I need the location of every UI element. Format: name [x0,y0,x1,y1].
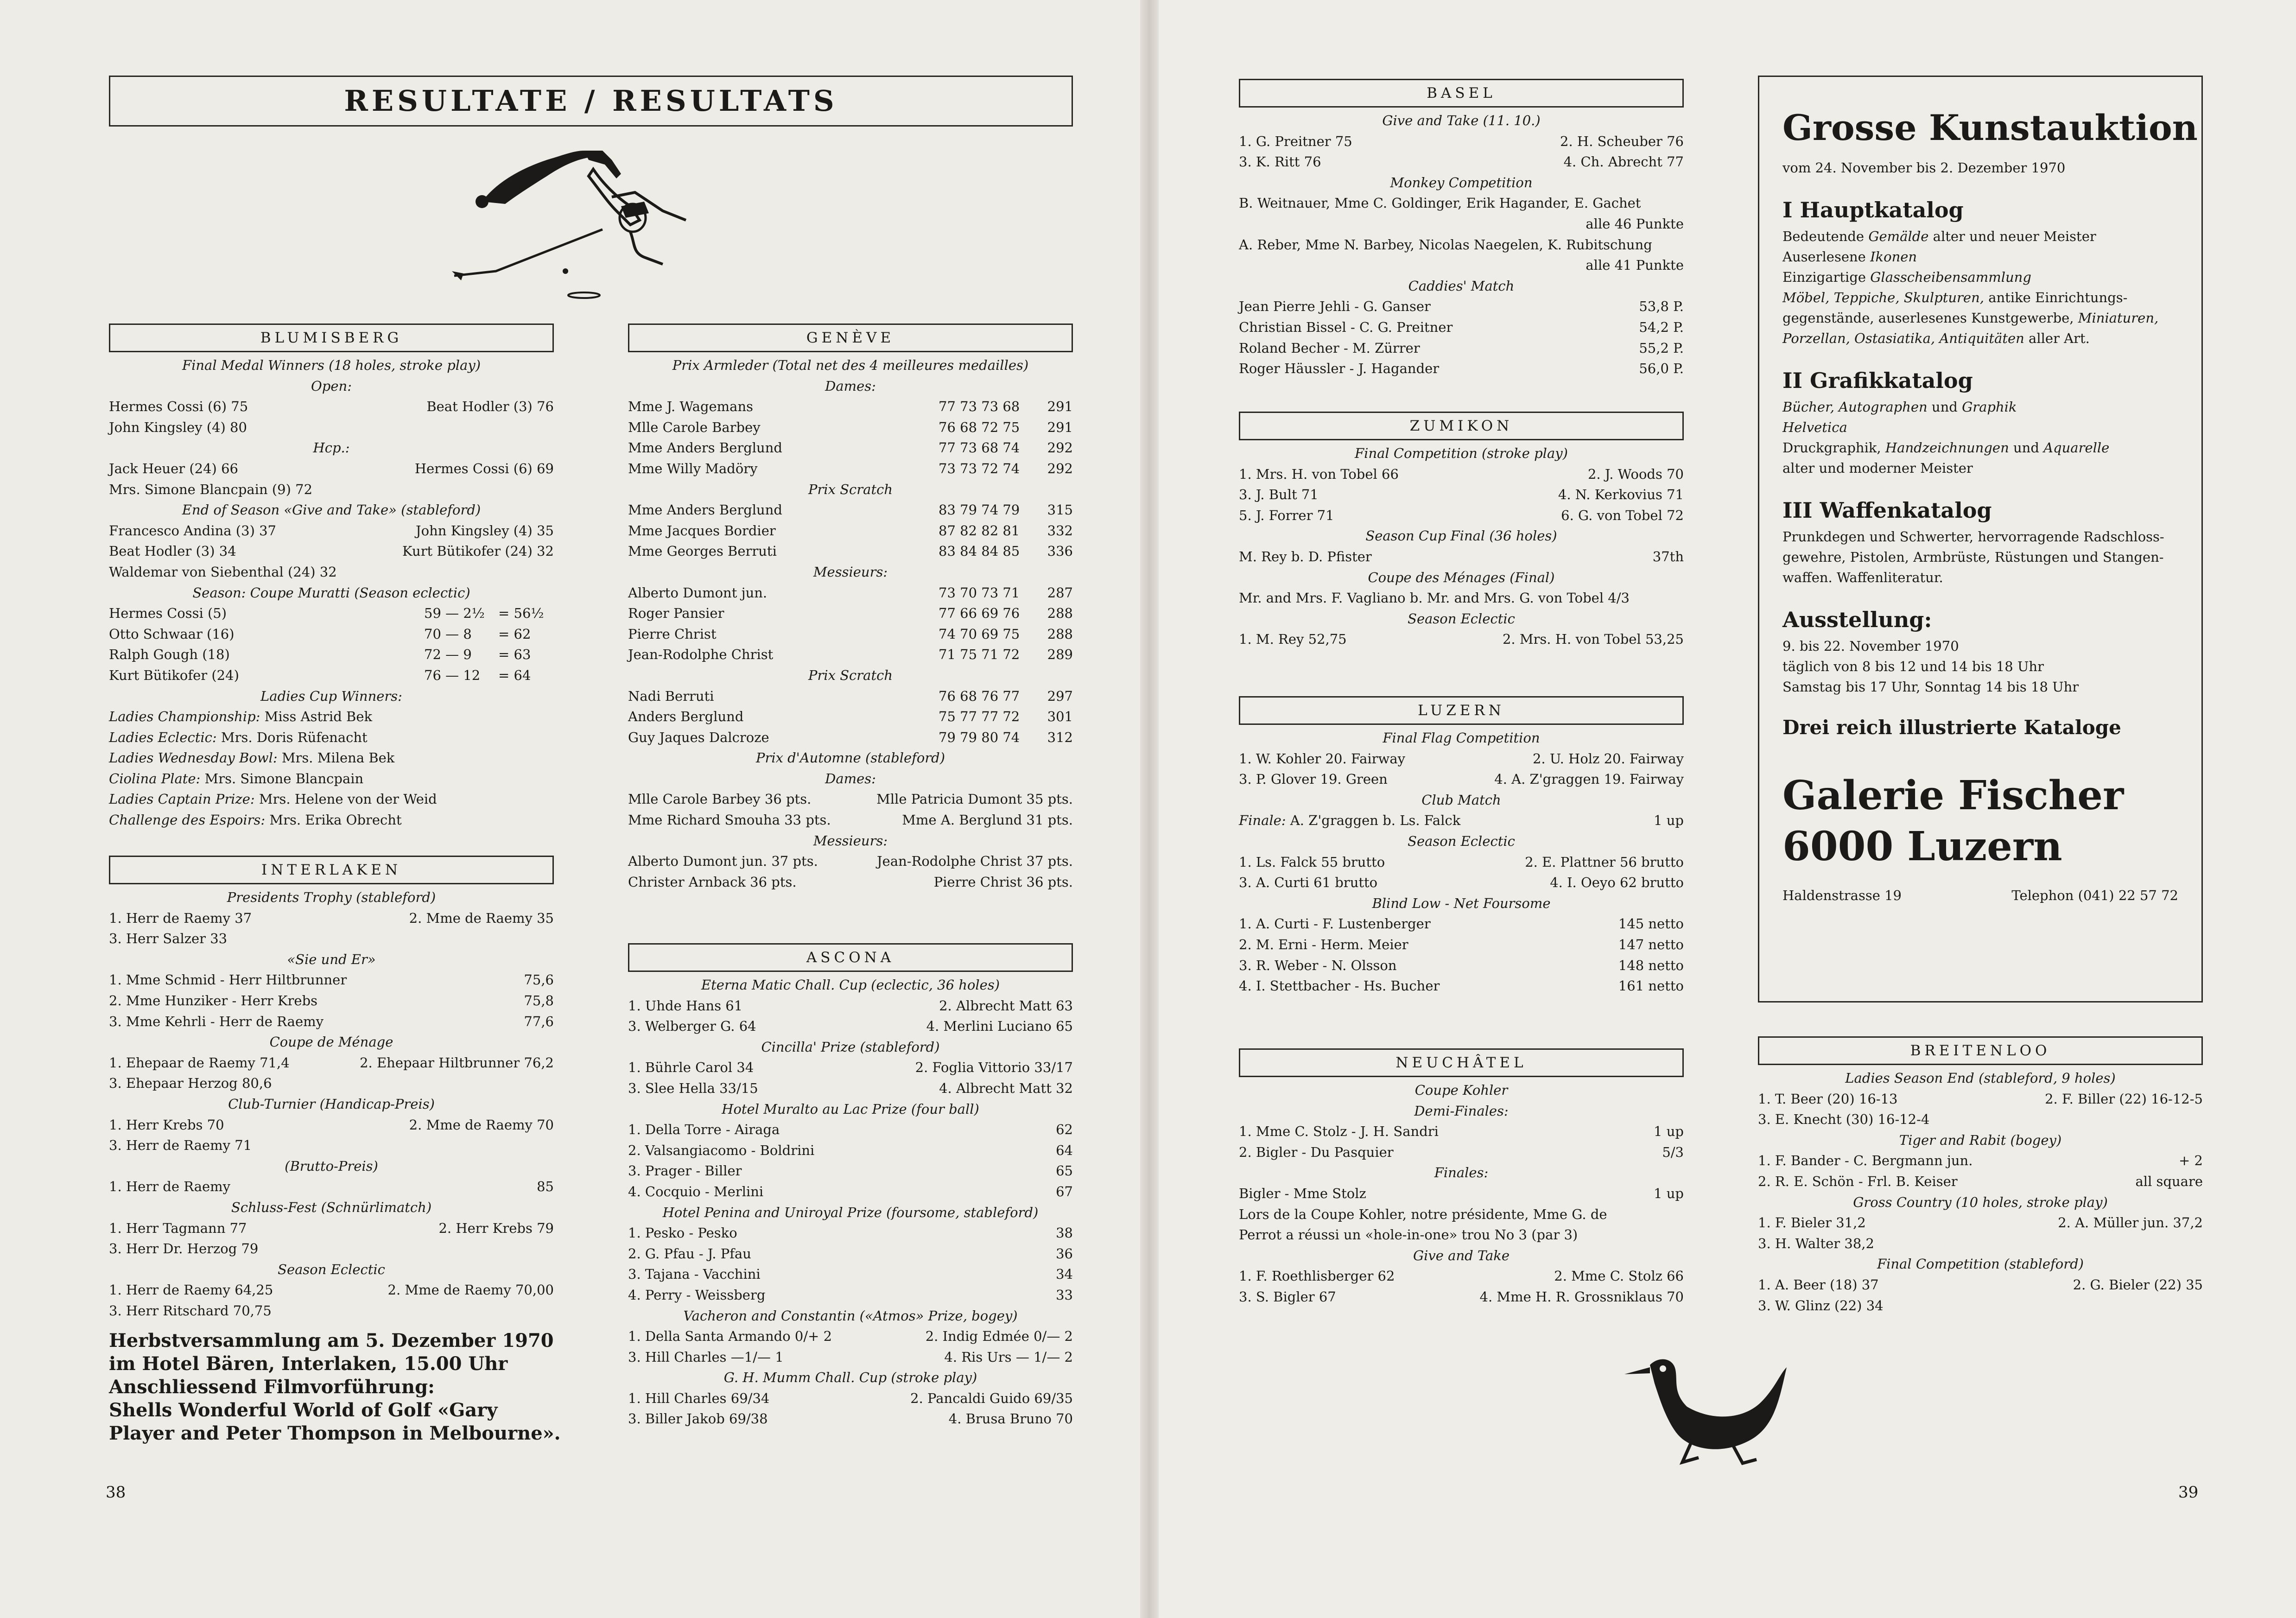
total-score: 332 [1047,522,1073,539]
subheading: Blind Low - Net Foursome [1372,895,1551,911]
result-row: 1. W. Kohler 20. Fairway 2. U. Holz 20. Fairway [1239,750,1684,767]
result-row: Bigler - Mme Stolz 1 up [1239,1185,1684,1201]
score-table [628,583,1073,665]
player-name: Mme Willy Madöry [628,460,758,476]
result-row: 3. P. Glover 19. Green 4. A. Z'graggen 19. Fairway [1239,771,1684,787]
player-name: Mme Jacques Bordier [628,522,776,539]
ascona-section [628,943,1073,1429]
result-row: alle 41 Punkte [1586,257,1684,273]
result-row: 1. Uhde Hans 61 2. Albrecht Matt 63 [628,997,1073,1014]
section-header: GENÈVE [628,324,1073,352]
player-name: Mlle Carole Barbey [628,419,761,435]
result-row: 3. J. Bult 71 4. N. Kerkovius 71 [1239,487,1684,503]
catalog-text: Bücher, Autographen und Graphik Helvetica Druckgraphik, Handzeichnungen und Aquarelle alter und moderner Meister [1782,399,2110,476]
result-row: 1. Pesko - Pesko 38 [628,1225,1073,1241]
result-row: 1. Ehepaar de Raemy 71,4 2. Ehepaar Hiltbrunner 76,2 [109,1054,554,1071]
result-row: 1. Della Santa Armando 0/+ 2 2. Indig Edmée 0/— 2 [628,1328,1073,1345]
result-row: 1. Herr de Raemy 64,25 2. Mme de Raemy 70,00 [109,1282,554,1298]
result-row: Jean Pierre Jehli - G. Ganser 53,8 P. [1239,298,1684,315]
total-score: 297 [1047,688,1073,704]
result-row: 3. K. Ritt 76 4. Ch. Abrecht 77 [1239,154,1684,170]
gallery-city: 6000 Luzern [1782,823,2062,870]
player-name: Guy Jaques Dalcroze [628,729,769,745]
catalog-heading: I Hauptkatalog [1782,197,1964,222]
result-row: 1. Herr de Raemy 37 2. Mme de Raemy 35 [109,910,554,926]
player-name: Mme Anders Berglund [628,502,782,518]
subheading: Prix d'Automne (stableford) [755,750,945,766]
total-score: 336 [1047,543,1073,559]
page-number: 39 [2178,1483,2199,1502]
gallery-name: Galerie Fischer [1782,772,2124,819]
golfer-illustration [426,132,723,299]
result-row: M. Rey b. D. Pfister 37th [1239,548,1684,565]
player-name: Nadi Berruti [628,688,714,704]
subheading: Dames: [825,378,876,394]
catalog-note: Drei reich illustrierte Kataloge [1782,716,2121,739]
score-table [628,396,1073,479]
subheading: Prix Armleder (Total net des 4 meilleures medailles) [672,357,1029,373]
catalog-heading: III Waffenkatalog [1782,498,1992,523]
round-scores: 77 73 73 68 [939,399,1020,415]
subheading: G. H. Mumm Chall. Cup (stroke play) [723,1370,977,1386]
subheading: Season Eclectic [278,1261,385,1277]
result-row: 4. I. Stettbacher - Hs. Bucher 161 netto [1239,978,1684,994]
result-row: Waldemar von Siebenthal (24) 32 [109,564,337,580]
page-title: RESULTATE / RESULTATS [109,76,1073,127]
result-row: 1. Della Torre - Airaga 62 [628,1122,1073,1138]
result-row: Mlle Carole Barbey 36 pts. Mlle Patricia Dumont 35 pts. [628,791,1073,807]
result-row: 1. T. Beer (20) 16-13 2. F. Biller (22) 16-12-5 [1758,1091,2203,1107]
score-row [628,438,1073,458]
catalog-text: Bedeutende Gemälde alter und neuer Meister Auserlesene Ikonen Einzigartige Glasscheibensammlung Möbel, Teppiche, Skulpturen, antike Einrichtungs- gegenstände, auserlesenes Kunstgewerbe, Miniaturen, Porzellan, Ostasiatika, Antiquitäten aller Art. [1782,228,2159,346]
announcement: Herbstversammlung am 5. Dezember 1970 im Hotel Bären, Interlaken, 15.00 Uhr Anschliessend Filmvorführung: Shells Wonderful World of Golf «Gary Player and Peter Thompson in Melbourne». [109,1330,561,1445]
result-row: 3. W. Glinz (22) 34 [1758,1297,1884,1313]
player-name: Mme Georges Berruti [628,543,777,559]
subheading: Prix Scratch [808,667,893,683]
round-scores: 71 75 71 72 [939,647,1020,663]
player-name: Mme J. Wagemans [628,399,754,415]
section-header: BREITENLOO [1758,1036,2203,1065]
result-row: 1. M. Rey 52,75 2. Mrs. H. von Tobel 53,25 [1239,631,1684,647]
total-score: 301 [1047,709,1073,725]
result-row: 3. Tajana - Vacchini 34 [628,1266,1073,1282]
result-row: Ladies Championship: Miss Astrid Bek [109,709,373,725]
result-row: A. Reber, Mme N. Barbey, Nicolas Naegelen, K. Rubitschung [1239,236,1652,253]
result-row: 2. Valsangiacomo - Boldrini 64 [628,1142,1073,1158]
result-row: 3. Ehepaar Herzog 80,6 [109,1075,272,1091]
result-row: 3. Hill Charles —1/— 1 4. Ris Urs — 1/— 2 [628,1349,1073,1365]
gallery-contact: Haldenstrasse 19 Telephon (041) 22 57 72 [1782,888,2178,903]
total-score: 291 [1047,399,1073,415]
ad-dates: vom 24. November bis 2. Dezember 1970 [1782,160,2066,176]
result-row: 1. A. Beer (18) 37 2. G. Bieler (22) 35 [1758,1276,2203,1293]
subheading: Coupe de Ménage [269,1034,393,1050]
result-row: 1. F. Bander - C. Bergmann jun. + 2 [1758,1153,2203,1169]
result-row: 1. Mme C. Stolz - J. H. Sandri 1 up [1239,1123,1684,1140]
result-row: Challenge des Espoirs: Mrs. Erika Obrecht [109,812,402,828]
result-row: Ciolina Plate: Mrs. Simone Blancpain [109,770,364,787]
subheading: Club Match [1421,792,1501,808]
result-row: 3. R. Weber - N. Olsson 148 netto [1239,957,1684,973]
subheading: Tiger and Rabit (bogey) [1899,1132,2062,1148]
result-row: 3. Slee Hella 33/15 4. Albrecht Matt 32 [628,1080,1073,1096]
result-row: 1. Hill Charles 69/34 2. Pancaldi Guido 69/35 [628,1390,1073,1406]
player-name: Roger Pansier [628,605,724,622]
subheading: Dames: [825,770,876,787]
result-row: John Kingsley (4) 80 [109,419,247,435]
exhibition-heading: Ausstellung: [1782,607,1932,632]
section-header: INTERLAKEN [109,856,554,884]
result-row: 3. Mme Kehrli - Herr de Raemy 77,6 [109,1013,554,1029]
result-row: 1. F. Roethlisberger 62 2. Mme C. Stolz 66 [1239,1268,1684,1284]
round-scores: 73 73 72 74 [939,460,1020,476]
player-name: Mme Anders Berglund [628,440,782,456]
subheading: Monkey Competition [1390,174,1533,190]
geneve-section [628,324,1073,892]
round-scores: 87 82 82 81 [939,522,1020,539]
subheading: End of Season «Give and Take» (stableford) [182,502,481,518]
result-row: 1. Herr Tagmann 77 2. Herr Krebs 79 [109,1220,554,1236]
round-scores: 75 77 77 72 [939,709,1020,725]
round-scores: 73 70 73 71 [939,584,1020,601]
result-row: 3. E. Knecht (30) 16-12-4 [1758,1111,1930,1128]
total-score: 288 [1047,605,1073,622]
result-row: Otto Schwaar (16) 70 — 8 = 62 [109,626,531,642]
duck-illustration [1622,1346,1826,1467]
result-row: 3. A. Curti 61 brutto 4. I. Oeyo 62 brutto [1239,875,1684,891]
result-row: 3. S. Bigler 67 4. Mme H. R. Grossniklaus 70 [1239,1288,1684,1305]
result-row: 2. Mme Hunziker - Herr Krebs 75,8 [109,992,554,1009]
subheading: Club-Turnier (Handicap-Preis) [228,1096,435,1112]
total-score: 291 [1047,419,1073,435]
section-header: NEUCHÂTEL [1239,1048,1684,1077]
subheading: Final Flag Competition [1383,730,1540,746]
subheading: Ladies Cup Winners: [260,688,402,704]
blumisberg-section [109,324,554,831]
result-row: Perrot a réussi un «hole-in-one» trou No 3 (par 3) [1239,1227,1578,1243]
catalog-heading: II Grafikkatalog [1782,368,1973,393]
subheading: Give and Take (11. 10.) [1382,113,1541,128]
neuchatel-section [1239,1048,1684,1307]
result-row: 5. J. Forrer 71 6. G. von Tobel 72 [1239,507,1684,523]
result-row: 1. G. Preitner 75 2. H. Scheuber 76 [1239,133,1684,149]
result-row: Christian Bissel - C. G. Preitner 54,2 P. [1239,319,1684,335]
score-row [628,417,1073,438]
subheading: (Brutto-Preis) [285,1158,378,1174]
section-header: ZUMIKON [1239,412,1684,440]
round-scores: 83 84 84 85 [939,543,1020,559]
score-row [628,500,1073,520]
basel-section [1239,79,1684,379]
exhibition-text: 9. bis 22. November 1970 täglich von 8 bis 12 und 14 bis 18 Uhr Samstag bis 17 Uhr, Sonntag 14 bis 18 Uhr [1782,638,2079,695]
subheading: Cincilla' Prize (stableford) [761,1039,940,1055]
result-row: 2. Bigler - Du Pasquier 5/3 [1239,1144,1684,1160]
player-name: Jean-Rodolphe Christ [628,647,774,663]
score-row [628,583,1073,603]
score-row [628,520,1073,541]
subheading: Season Eclectic [1408,610,1515,627]
score-row [628,644,1073,665]
score-table [628,500,1073,562]
result-row: 1. Ls. Falck 55 brutto 2. E. Plattner 56 brutto [1239,854,1684,870]
score-row [628,396,1073,417]
result-row: 4. Cocquio - Merlini 67 [628,1183,1073,1199]
total-score: 292 [1047,460,1073,476]
zumikon-section [1239,412,1684,650]
subheading: Season Cup Final (36 holes) [1365,528,1557,544]
round-scores: 79 79 80 74 [939,729,1020,745]
result-row: Mr. and Mrs. F. Vagliano b. Mr. and Mrs. G. von Tobel 4/3 [1239,590,1630,606]
subheading: Presidents Trophy (stableford) [227,889,436,905]
subheading: Final Competition (stableford) [1877,1256,2084,1272]
result-row: Ralph Gough (18) 72 — 9 = 63 [109,647,531,663]
result-row: 1. Bührle Carol 34 2. Foglia Vittorio 33/17 [628,1060,1073,1076]
subheading: Messieurs: [813,564,888,580]
subheading: Demi-Finales: [1414,1103,1509,1119]
result-row: 3. H. Walter 38,2 [1758,1235,1874,1251]
score-row [628,686,1073,707]
section-header: ASCONA [628,943,1073,972]
subheading: Coupe des Ménages (Final) [1368,569,1555,585]
result-row: 3. Prager - Biller 65 [628,1163,1073,1179]
result-row: Finale: A. Z'graggen b. Ls. Falck 1 up [1239,812,1684,829]
subheading: Give and Take [1413,1247,1510,1263]
result-row: 1. Herr de Raemy 85 [109,1179,554,1195]
result-row: 1. F. Bieler 31,2 2. A. Müller jun. 37,2 [1758,1215,2203,1231]
subheading: Eterna Matic Chall. Cup (eclectic, 36 holes) [701,977,1000,993]
result-row: Roger Häussler - J. Hagander 56,0 P. [1239,361,1684,377]
result-row: 2. M. Erni - Herm. Meier 147 netto [1239,936,1684,952]
result-row: Jack Heuer (24) 66 Hermes Cossi (6) 69 [109,460,554,476]
total-score: 315 [1047,502,1073,518]
total-score: 289 [1047,647,1073,663]
score-table [628,686,1073,748]
subheading: Hcp.: [313,440,350,456]
section-header: BASEL [1239,79,1684,108]
result-row: Christer Arnback 36 pts. Pierre Christ 36 pts. [628,874,1073,890]
result-row: 3. Herr Dr. Herzog 79 [109,1241,259,1257]
score-row [628,727,1073,748]
subheading: Hotel Muralto au Lac Prize (four ball) [722,1101,979,1117]
result-row: 2. G. Pfau - J. Pfau 36 [628,1245,1073,1262]
result-row: 3. Herr Ritschard 70,75 [109,1302,272,1319]
result-row: Lors de la Coupe Kohler, notre présidente, Mme G. de [1239,1206,1607,1222]
result-row: Mrs. Simone Blancpain (9) 72 [109,481,313,497]
subheading: Final Medal Winners (18 holes, stroke play) [182,357,481,373]
subheading: «Sie und Er» [287,951,376,967]
result-row: Mme Richard Smouha 33 pts. Mme A. Berglund 31 pts. [628,812,1073,828]
result-row: Francesco Andina (3) 37 John Kingsley (4) 35 [109,522,554,539]
ad-title: Grosse Kunstauktion [1782,107,2198,148]
total-score: 287 [1047,584,1073,601]
subheading: Messieurs: [813,832,888,849]
result-row: Beat Hodler (3) 34 Kurt Bütikofer (24) 32 [109,543,554,559]
subheading: Season: Coupe Muratti (Season eclectic) [192,584,470,601]
subheading: Final Competition (stroke play) [1355,445,1568,461]
round-scores: 76 68 72 75 [939,419,1020,435]
result-row: Roland Becher - M. Zürrer 55,2 P. [1239,340,1684,356]
score-row [628,603,1073,624]
score-row [628,458,1073,479]
result-row: 1. Mme Schmid - Herr Hiltbrunner 75,6 [109,972,554,988]
result-row: Ladies Captain Prize: Mrs. Helene von der Weid [109,791,437,807]
result-row: Ladies Wednesday Bowl: Mrs. Milena Bek [109,750,395,766]
result-row: Hermes Cossi (5) 59 — 2½ = 56½ [109,605,544,622]
round-scores: 76 68 76 77 [939,688,1020,704]
luzern-section [1239,696,1684,996]
subheading: Finales: [1434,1165,1489,1181]
interlaken-section [109,856,561,1445]
subheading: Schluss-Fest (Schnürlimatch) [231,1199,432,1215]
catalog-text: Prunkdegen und Schwerter, hervorragende Radschloss- gewehre, Pistolen, Armbrüste, Rüstungen und Stangen- waffen. Waffenliteratur. [1782,529,2164,585]
book-gutter [1140,0,1159,1618]
result-row: Kurt Bütikofer (24) 76 — 12 = 64 [109,667,531,683]
result-row: 1. Herr Krebs 70 2. Mme de Raemy 70 [109,1117,554,1133]
result-row: 3. Herr Salzer 33 [109,931,228,947]
round-scores: 77 73 68 74 [939,440,1020,456]
round-scores: 83 79 74 79 [939,502,1020,518]
score-row [628,706,1073,727]
result-row: Alberto Dumont jun. 37 pts. Jean-Rodolphe Christ 37 pts. [628,853,1073,869]
result-row: 3. Welberger G. 64 4. Merlini Luciano 65 [628,1018,1073,1034]
result-row: 2. R. E. Schön - Frl. B. Keiser all square [1758,1173,2203,1189]
player-name: Anders Berglund [628,709,744,725]
total-score: 292 [1047,440,1073,456]
subheading: Open: [311,378,352,394]
subheading: Caddies' Match [1408,278,1515,294]
result-row: 3. Biller Jakob 69/38 4. Brusa Bruno 70 [628,1411,1073,1427]
result-row: 4. Perry - Weissberg 33 [628,1287,1073,1303]
result-row: 3. Herr de Raemy 71 [109,1137,252,1154]
subheading: Gross Country (10 holes, stroke play) [1853,1194,2108,1210]
breitenloo-section [1758,1036,2203,1316]
result-row: 1. A. Curti - F. Lustenberger 145 netto [1239,916,1684,932]
score-row [628,541,1073,562]
player-name: Alberto Dumont jun. [628,584,767,601]
total-score: 312 [1047,729,1073,745]
player-name: Pierre Christ [628,626,717,642]
page-number: 38 [106,1483,126,1502]
round-scores: 74 70 69 75 [939,626,1020,642]
section-header: BLUMISBERG [109,324,554,352]
result-row: B. Weitnauer, Mme C. Goldinger, Erik Hagander, E. Gachet [1239,195,1641,211]
score-row [628,624,1073,645]
subheading: Ladies Season End (stableford, 9 holes) [1845,1070,2116,1086]
subheading: Season Eclectic [1408,833,1515,849]
subheading: Coupe Kohler [1414,1082,1508,1098]
total-score: 288 [1047,626,1073,642]
auction-advertisement [1758,76,2203,1003]
subheading: Vacheron and Constantin («Atmos» Prize, bogey) [683,1307,1018,1324]
result-row: Ladies Eclectic: Mrs. Doris Rüfenacht [109,729,368,745]
subheading: Prix Scratch [808,481,893,497]
subheading: Hotel Penina and Uniroyal Prize (foursome, stableford) [662,1204,1039,1220]
result-row: Hermes Cossi (6) 75 Beat Hodler (3) 76 [109,399,554,415]
section-header: LUZERN [1239,696,1684,725]
round-scores: 77 66 69 76 [939,605,1020,622]
result-row: 1. Mrs. H. von Tobel 66 2. J. Woods 70 [1239,466,1684,482]
result-row: alle 46 Punkte [1586,216,1684,232]
